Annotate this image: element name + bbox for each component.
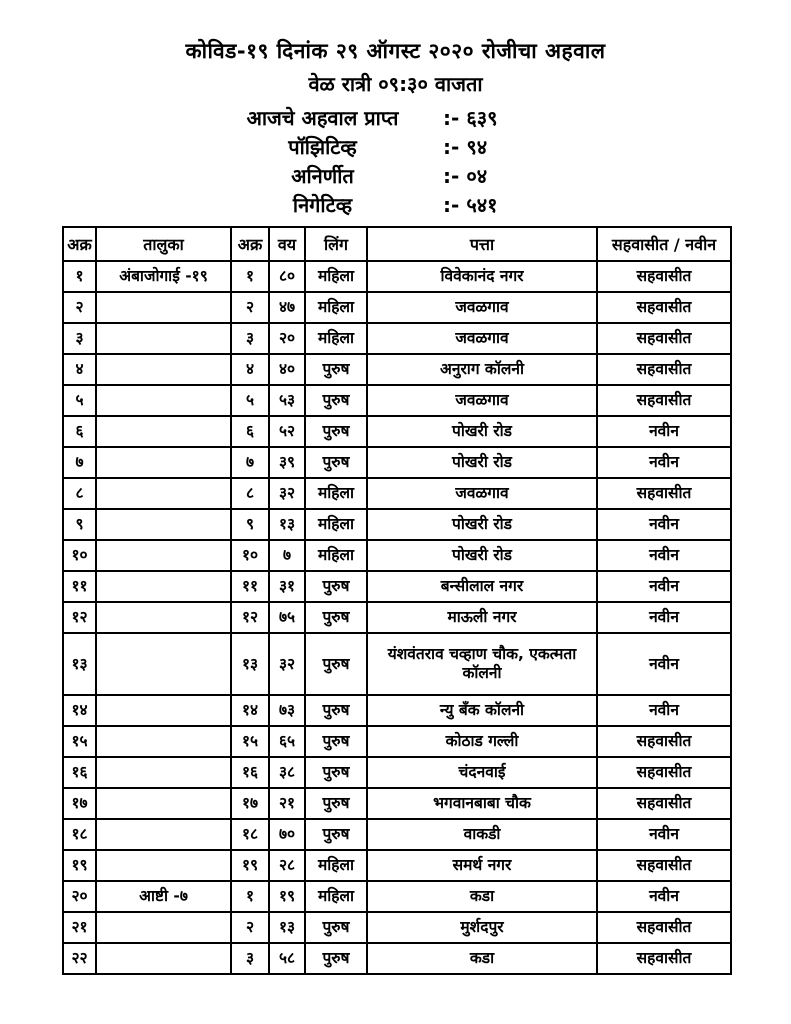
column-header: अक्र	[63, 227, 96, 261]
cell-status: नवीन	[597, 571, 731, 602]
table-row	[63, 571, 731, 602]
cell-taluka-sr-no: १५	[231, 726, 269, 757]
stat-value	[443, 162, 487, 191]
cell-address: अनुराग कॉलनी	[367, 354, 597, 385]
cell-age: ५३	[269, 385, 305, 416]
cell-status: सहवासीत	[597, 323, 731, 354]
table-row	[63, 943, 731, 974]
cell-age: १३	[269, 509, 305, 540]
cell-address: जवळगाव	[367, 323, 597, 354]
cell-gender: पुरुष	[305, 602, 367, 633]
cell-address: विवेकानंद नगर	[367, 261, 597, 292]
cell-status: सहवासीत	[597, 354, 731, 385]
cell-taluka-sr-no: ७	[231, 447, 269, 478]
cell-taluka	[96, 943, 231, 974]
cases-table	[62, 226, 732, 975]
cell-gender: महिला	[305, 478, 367, 509]
cell-sr-no: २१	[63, 912, 96, 943]
table-body	[63, 261, 731, 974]
cell-taluka-sr-no: १०	[231, 540, 269, 571]
cell-gender: महिला	[305, 261, 367, 292]
table-row	[63, 819, 731, 850]
cell-gender: महिला	[305, 540, 367, 571]
cell-age: २८	[269, 850, 305, 881]
cell-sr-no: १३	[63, 633, 96, 695]
cell-address: माऊली नगर	[367, 602, 597, 633]
cell-age: १९	[269, 881, 305, 912]
cell-taluka	[96, 788, 231, 819]
column-header: पत्ता	[367, 227, 597, 261]
cell-taluka-sr-no: १३	[231, 633, 269, 695]
cell-status: सहवासीत	[597, 292, 731, 323]
cell-gender: पुरुष	[305, 571, 367, 602]
cell-gender: पुरुष	[305, 943, 367, 974]
cell-gender: पुरुष	[305, 726, 367, 757]
cell-address: समर्थ नगर	[367, 850, 597, 881]
cell-taluka	[96, 354, 231, 385]
table-row	[63, 850, 731, 881]
cell-age: ३२	[269, 478, 305, 509]
cell-sr-no: १५	[63, 726, 96, 757]
cell-age: ३१	[269, 571, 305, 602]
cell-gender: पुरुष	[305, 695, 367, 726]
cell-age: ५२	[269, 416, 305, 447]
cell-taluka-sr-no: ३	[231, 323, 269, 354]
cell-status: नवीन	[597, 881, 731, 912]
cell-age: ३२	[269, 633, 305, 695]
cell-address: जवळगाव	[367, 478, 597, 509]
cell-age: ७३	[269, 695, 305, 726]
cell-taluka: आष्टी -७	[96, 881, 231, 912]
cell-address: कोठाड गल्ली	[367, 726, 597, 757]
cell-taluka	[96, 633, 231, 695]
table-row	[63, 695, 731, 726]
cell-sr-no: १४	[63, 695, 96, 726]
cell-age: २०	[269, 323, 305, 354]
cell-address: बन्सीलाल नगर	[367, 571, 597, 602]
cell-address: चंदनवाई	[367, 757, 597, 788]
cell-taluka	[96, 695, 231, 726]
cell-taluka	[96, 323, 231, 354]
cell-sr-no: १९	[63, 850, 96, 881]
table-row	[63, 323, 731, 354]
table-row	[63, 292, 731, 323]
cell-taluka-sr-no: २	[231, 292, 269, 323]
cell-address: पोखरी रोड	[367, 509, 597, 540]
cell-sr-no: ७	[63, 447, 96, 478]
stat-number: ६३९	[466, 106, 498, 130]
cell-sr-no: ८	[63, 478, 96, 509]
cell-status: सहवासीत	[597, 788, 731, 819]
column-header: लिंग	[305, 227, 367, 261]
cell-sr-no: ३	[63, 323, 96, 354]
table-row	[63, 447, 731, 478]
stat-label: आजचे अहवाल प्राप्त	[246, 106, 399, 130]
cell-address: जवळगाव	[367, 292, 597, 323]
cell-taluka-sr-no: ८	[231, 478, 269, 509]
cell-taluka-sr-no: ६	[231, 416, 269, 447]
cell-status: नवीन	[597, 602, 731, 633]
cell-taluka	[96, 447, 231, 478]
cell-sr-no: १०	[63, 540, 96, 571]
table-row	[63, 261, 731, 292]
cell-age: ७५	[269, 602, 305, 633]
stat-label: पॉझिटिव्ह	[288, 135, 357, 159]
cell-taluka-sr-no: १२	[231, 602, 269, 633]
column-header: सहवासीत / नवीन	[597, 227, 731, 261]
table-row	[63, 478, 731, 509]
cell-status: सहवासीत	[597, 385, 731, 416]
cell-sr-no: ४	[63, 354, 96, 385]
cell-gender: पुरुष	[305, 416, 367, 447]
stat-label: निगेटिव्ह	[292, 193, 353, 217]
column-header: तालुका	[96, 227, 231, 261]
cell-address: जवळगाव	[367, 385, 597, 416]
cell-address: पोखरी रोड	[367, 447, 597, 478]
cell-taluka-sr-no: ९	[231, 509, 269, 540]
cell-taluka	[96, 602, 231, 633]
cell-status: सहवासीत	[597, 478, 731, 509]
column-header: अक्र	[231, 227, 269, 261]
cell-taluka-sr-no: ४	[231, 354, 269, 385]
cell-sr-no: १८	[63, 819, 96, 850]
table-row	[63, 912, 731, 943]
table-row	[63, 881, 731, 912]
cell-age: ६५	[269, 726, 305, 757]
cell-taluka-sr-no: २	[231, 912, 269, 943]
cell-sr-no: १६	[63, 757, 96, 788]
cell-gender: पुरुष	[305, 788, 367, 819]
table-row	[63, 354, 731, 385]
cell-sr-no: १	[63, 261, 96, 292]
cell-address: भगवानबाबा चौक	[367, 788, 597, 819]
cell-age: ८०	[269, 261, 305, 292]
cell-gender: महिला	[305, 509, 367, 540]
stat-value	[443, 104, 498, 133]
cell-age: ७	[269, 540, 305, 571]
table-row	[63, 602, 731, 633]
cell-age: १३	[269, 912, 305, 943]
cell-taluka-sr-no: १४	[231, 695, 269, 726]
cell-status: नवीन	[597, 509, 731, 540]
stat-row	[210, 191, 791, 220]
cell-gender: पुरुष	[305, 912, 367, 943]
cell-taluka-sr-no: ५	[231, 385, 269, 416]
cell-status: नवीन	[597, 819, 731, 850]
cell-status: सहवासीत	[597, 757, 731, 788]
column-header: वय	[269, 227, 305, 261]
stat-number: ९४	[466, 135, 488, 159]
cell-sr-no: २	[63, 292, 96, 323]
stat-row	[210, 104, 791, 133]
cell-age: २१	[269, 788, 305, 819]
cell-sr-no: १२	[63, 602, 96, 633]
table-row	[63, 416, 731, 447]
cell-gender: महिला	[305, 850, 367, 881]
cell-taluka-sr-no: १९	[231, 850, 269, 881]
cell-taluka-sr-no: ३	[231, 943, 269, 974]
stat-number: ०४	[466, 164, 488, 188]
cell-sr-no: १७	[63, 788, 96, 819]
cell-status: सहवासीत	[597, 912, 731, 943]
cell-sr-no: २२	[63, 943, 96, 974]
cell-gender: पुरुष	[305, 447, 367, 478]
cell-taluka	[96, 912, 231, 943]
cell-sr-no: ५	[63, 385, 96, 416]
stat-row	[210, 133, 791, 162]
cell-gender: महिला	[305, 881, 367, 912]
cell-address: पोखरी रोड	[367, 416, 597, 447]
cell-status: सहवासीत	[597, 261, 731, 292]
cell-taluka-sr-no: १	[231, 261, 269, 292]
cell-taluka	[96, 509, 231, 540]
table-row	[63, 633, 731, 695]
report-title: कोविड-१९ दिनांक २९ ऑगस्ट २०२० रोजीचा अहवाल	[185, 39, 606, 63]
cell-age: ७०	[269, 819, 305, 850]
cell-gender: पुरुष	[305, 385, 367, 416]
cell-taluka-sr-no: १६	[231, 757, 269, 788]
table-header-row	[63, 227, 731, 261]
table-row	[63, 385, 731, 416]
stat-separator: :-	[443, 193, 460, 217]
cell-taluka	[96, 819, 231, 850]
cell-taluka	[96, 385, 231, 416]
cell-sr-no: ९	[63, 509, 96, 540]
table-row	[63, 509, 731, 540]
stat-row	[210, 162, 791, 191]
cell-taluka	[96, 571, 231, 602]
cell-taluka-sr-no: ११	[231, 571, 269, 602]
cell-age: ५८	[269, 943, 305, 974]
stat-separator: :-	[443, 135, 460, 159]
table-row	[63, 540, 731, 571]
cell-taluka	[96, 850, 231, 881]
cell-status: नवीन	[597, 447, 731, 478]
cell-taluka	[96, 540, 231, 571]
cell-status: नवीन	[597, 540, 731, 571]
cell-taluka	[96, 757, 231, 788]
cell-taluka	[96, 416, 231, 447]
table-row	[63, 788, 731, 819]
cell-address: कडा	[367, 943, 597, 974]
cell-age: ३८	[269, 757, 305, 788]
cell-age: ३९	[269, 447, 305, 478]
cell-address: कडा	[367, 881, 597, 912]
cell-status: नवीन	[597, 695, 731, 726]
cell-status: सहवासीत	[597, 850, 731, 881]
cell-taluka-sr-no: १८	[231, 819, 269, 850]
cell-gender: महिला	[305, 323, 367, 354]
cell-address: न्यु बॅंक कॉलनी	[367, 695, 597, 726]
cell-status: सहवासीत	[597, 943, 731, 974]
cell-age: ४७	[269, 292, 305, 323]
report-time: वेळ रात्री ०९:३० वाजता	[308, 72, 483, 96]
cell-taluka-sr-no: १	[231, 881, 269, 912]
cell-taluka: अंबाजोगाई -१९	[96, 261, 231, 292]
table-row	[63, 726, 731, 757]
cell-taluka	[96, 726, 231, 757]
cell-sr-no: ११	[63, 571, 96, 602]
cell-address: मुर्शदपुर	[367, 912, 597, 943]
cell-address: यंशवंतराव चव्हाण चौक, एकत्मता कॉलनी	[367, 633, 597, 695]
cell-gender: पुरुष	[305, 757, 367, 788]
table-row	[63, 757, 731, 788]
cell-taluka	[96, 292, 231, 323]
stat-separator: :-	[443, 106, 460, 130]
cell-gender: पुरुष	[305, 354, 367, 385]
cell-taluka	[96, 478, 231, 509]
stat-number: ५४१	[466, 193, 498, 217]
cell-address: वाकडी	[367, 819, 597, 850]
stat-value	[443, 133, 487, 162]
cell-taluka-sr-no: १७	[231, 788, 269, 819]
cell-age: ४०	[269, 354, 305, 385]
cell-gender: महिला	[305, 292, 367, 323]
stat-separator: :-	[443, 164, 460, 188]
stat-label: अनिर्णीत	[291, 164, 354, 188]
stat-value	[443, 191, 498, 220]
cell-gender: पुरुष	[305, 819, 367, 850]
cell-sr-no: ६	[63, 416, 96, 447]
cell-sr-no: २०	[63, 881, 96, 912]
summary-stats	[0, 104, 791, 220]
cell-status: नवीन	[597, 416, 731, 447]
cell-address: पोखरी रोड	[367, 540, 597, 571]
cell-status: सहवासीत	[597, 726, 731, 757]
cell-status: नवीन	[597, 633, 731, 695]
cell-gender: पुरुष	[305, 633, 367, 695]
